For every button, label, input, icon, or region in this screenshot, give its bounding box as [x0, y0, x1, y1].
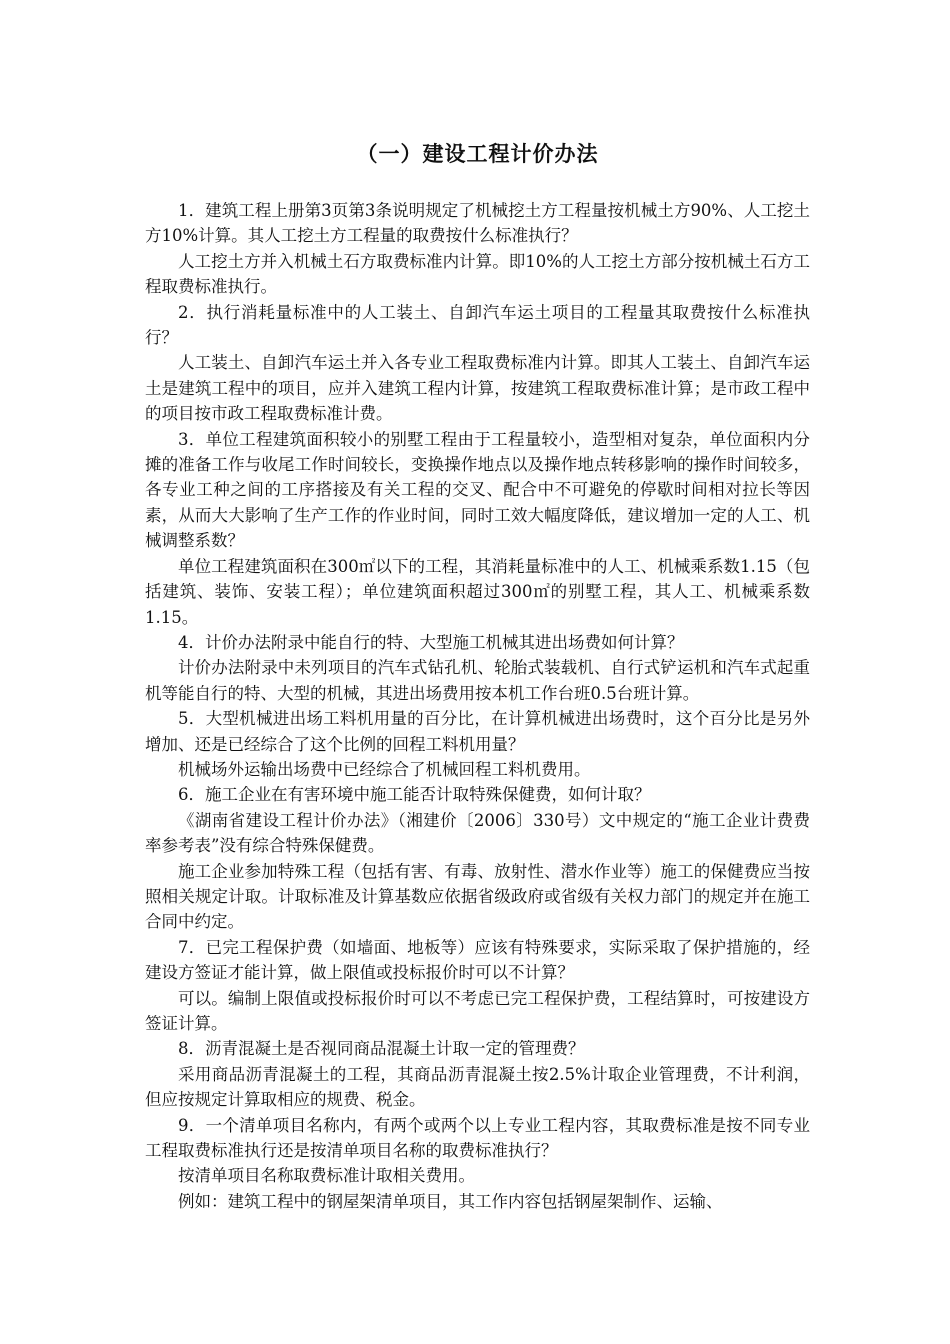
- paragraph-a8: 采用商品沥青混凝土的工程，其商品沥青混凝土按2.5%计取企业管理费，不计利润，但应按规定计算取相应的规费、税金。: [145, 1064, 810, 1110]
- paragraph-q4: 4．计价办法附录中能自行的特、大型施工机械其进出场费如何计算？: [178, 632, 684, 652]
- paragraph-q5: 5．大型机械进出场工料机用量的百分比，在计算机械进出场费时，这个百分比是另外增加、还是已经综合了这个比例的回程工料机用量？: [145, 709, 810, 754]
- paragraph-a6-1: 《湖南省建设工程计价办法》（湘建价〔2006〕330号）文中规定的“施工企业计费费率参考表”没有综合特殊保健费。: [145, 810, 810, 856]
- paragraph-q1: 1．建筑工程上册第3页第3条说明规定了机械挖土方工程量按机械土方90%、人工挖土方10%计算。其人工挖土方工程量的取费按什么标准执行？: [145, 201, 810, 246]
- paragraph-q7: 7．已完工程保护费（如墙面、地板等）应该有特殊要求，实际采取了保护措施的，经建设方签证才能计算，做上限值或投标报价时可以不计算？: [145, 937, 810, 983]
- paragraph-a9: 按清单项目名称取费标准计取相关费用。: [178, 1166, 475, 1186]
- paragraph-a6-2: 施工企业参加特殊工程（包括有害、有毒、放射性、潜水作业等）施工的保健费应当按照相关规定计取。计取标准及计算基数应依据省级政府或省级有关权力部门的规定并在施工合同中约定。: [145, 861, 810, 932]
- paragraph-a1: 人工挖土方并入机械土石方取费标准内计算。即10%的人工挖土方部分按机械土石方工程取费标准执行。: [145, 251, 810, 297]
- paragraph-a3: 单位工程建筑面积在300㎡以下的工程，其消耗量标准中的人工、机械乘系数1.15（包括建筑、装饰、安装工程）；单位建筑面积超过300㎡的别墅工程，其人工、机械乘系数1.15。: [145, 556, 810, 627]
- paragraph-a2: 人工装土、自卸汽车运土并入各专业工程取费标准内计算。即其人工装土、自卸汽车运土是建筑工程中的项目，应并入建筑工程内计算，按建筑工程取费标准计算；是市政工程中的项目按市政工程取费标准计费。: [145, 353, 810, 424]
- paragraph-example: 例如：建筑工程中的钢屋架清单项目，其工作内容包括钢屋架制作、运输、: [178, 1191, 723, 1211]
- paragraph-q6: 6．施工企业在有害环境中施工能否计取特殊保健费，如何计取？: [178, 785, 651, 805]
- paragraph-q2: 2．执行消耗量标准中的人工装土、自卸汽车运土项目的工程量其取费按什么标准执行？: [145, 302, 810, 348]
- paragraph-a5: 机械场外运输出场费中已经综合了机械回程工料机费用。: [178, 759, 591, 779]
- paragraph-a7: 可以。编制上限值或投标报价时可以不考虑已完工程保护费，工程结算时，可按建设方签证计算。: [145, 988, 810, 1033]
- page-title: （一）建设工程计价办法: [356, 142, 599, 166]
- paragraph-q3: 3．单位工程建筑面积较小的别墅工程由于工程量较小，造型相对复杂，单位面积内分摊的准备工作与收尾工作时间较长，变换操作地点以及操作地点转移影响的操作时间较多，各专业工种之间的工序搭接及有关工程的交叉、配合中不可避免的停歇时间相对拉长等因素，从而大大影响了生产工作的作业时间，同时工效大幅度降低，建议增加一定的人工、机械调整系数？: [145, 429, 810, 551]
- paragraph-q8: 8．沥青混凝土是否视同商品混凝土计取一定的管理费？: [178, 1039, 585, 1059]
- document-page: [145, 140, 810, 1214]
- paragraph-a4: 计价办法附录中未列项目的汽车式钻孔机、轮胎式装载机、自行式铲运机和汽车式起重机等能自行的特、大型的机械，其进出场费用按本机工作台班0.5台班计算。: [145, 658, 810, 703]
- paragraph-q9: 9．一个清单项目名称内，有两个或两个以上专业工程内容，其取费标准是按不同专业工程取费标准执行还是按清单项目名称的取费标准执行？: [145, 1115, 810, 1161]
